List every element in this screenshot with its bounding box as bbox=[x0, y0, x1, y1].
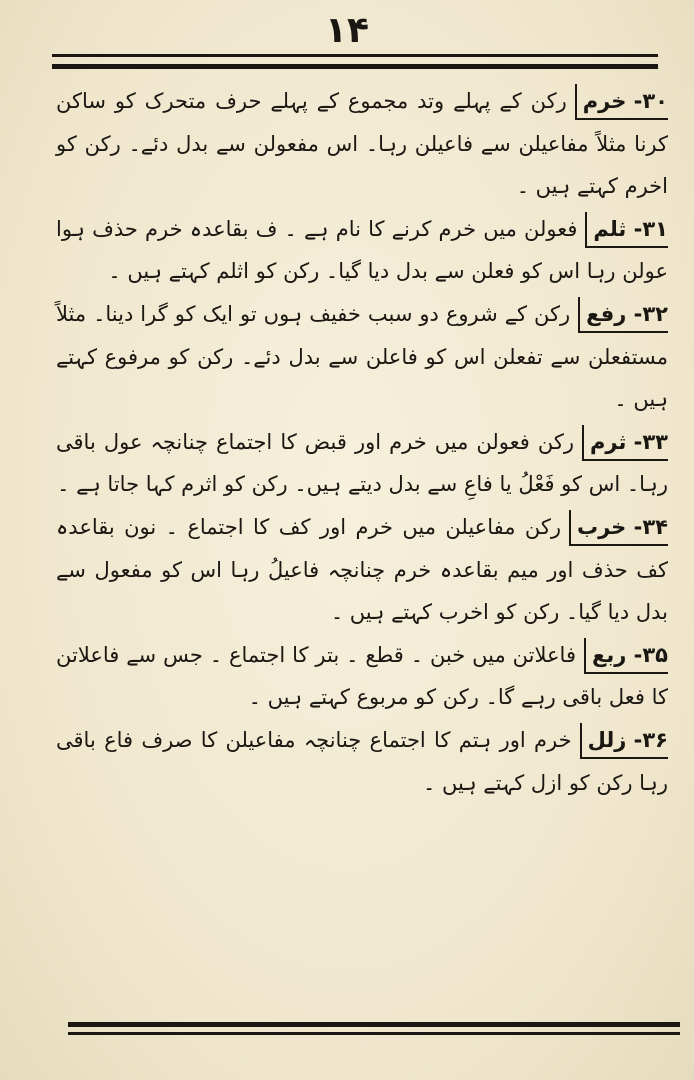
page-number: ۱۴ bbox=[325, 10, 369, 51]
entry-definition: رکن مفاعیلن میں خرم اور کف کا اجتماع ۔ نون بقاعدہ کف حذف اور میم بقاعدہ خرم چنانچہ فاعیلُ رہا اس کو مفعول سے بدل دیا گیا۔ رکن کو اخرب کہتے ہیں ۔ bbox=[56, 514, 668, 625]
entry-label: ۳۶- زلل bbox=[580, 723, 668, 759]
entry-number: ۳۰ bbox=[642, 89, 668, 113]
entry-definition: رکن کے شروع دو سبب خفیف ہوں تو ایک کو گرا دینا۔ مثلاً مستفعلن سے تفعلن اس کو فاعلن سے بدل دئے۔ رکن کو مرفوع کہتے ہیں ۔ bbox=[56, 301, 668, 412]
entry-term: ثلم bbox=[593, 216, 627, 241]
entry-number: ۳۱ bbox=[642, 216, 668, 241]
entry-term: ثرم bbox=[589, 429, 627, 454]
entry-label: ۳۰- خرم bbox=[575, 84, 668, 120]
entry-definition: رکن فعولن میں خرم اور قبض کا اجتماع چنانچہ عول باقی رہا۔ اس کو فَعْلُ یا فاعِ سے بدل دیتے ہیں۔ رکن کو اثرم کہا جاتا ہے ۔ bbox=[56, 429, 668, 497]
entry-number: ۳۲ bbox=[642, 301, 668, 326]
top-rule-thick bbox=[52, 64, 658, 69]
top-rule-thin bbox=[52, 54, 658, 57]
entry-35 bbox=[56, 634, 668, 719]
entry-36 bbox=[56, 719, 668, 804]
entry-term: خرم bbox=[582, 89, 627, 113]
entry-term: رفع bbox=[586, 301, 627, 326]
entry-number: ۳۵ bbox=[642, 642, 668, 667]
entry-label: ۳۲- رفع bbox=[578, 297, 668, 333]
entry-30 bbox=[56, 80, 668, 208]
bottom-rule-thick bbox=[68, 1022, 680, 1027]
entry-number: ۳۳ bbox=[642, 429, 668, 454]
entry-term: خرب bbox=[577, 514, 627, 539]
entry-number: ۳۶ bbox=[642, 727, 668, 752]
entry-31 bbox=[56, 208, 668, 293]
entry-label: ۳۵- ربع bbox=[584, 638, 668, 674]
entry-definition: رکن کے پہلے وتد مجموع کے پہلے حرف متحرک کو ساکن کرنا مثلاً مفاعیلن سے فاعیلن رہا۔ اس مفعولن سے بدل دئے۔ رکن کو اخرم کہتے ہیں ۔ bbox=[56, 89, 668, 199]
entry-label: ۳۴- خرب bbox=[569, 510, 668, 546]
entry-definition: فاعلاتن میں خبن ۔ قطع ۔ بتر کا اجتماع ۔ جس سے فاعلاتن کا فعل باقی رہے گا۔ رکن کو مربوع کہتے ہیں ۔ bbox=[56, 642, 668, 710]
entry-32 bbox=[56, 293, 668, 421]
entry-definition: فعولن میں خرم کرنے کا نام ہے ۔ ف بقاعدہ خرم حذف ہوا عولن رہا اس کو فعلن سے بدل دیا گیا۔ رکن کو اثلم کہتے ہیں ۔ bbox=[56, 216, 668, 284]
entry-number: ۳۴ bbox=[642, 514, 668, 539]
entry-definition: خرم اور ہتم کا اجتماع چنانچہ مفاعیلن کا صرف فاع باقی رہا رکن کو ازل کہتے ہیں ۔ bbox=[56, 727, 668, 795]
entry-label: ۳۳- ثرم bbox=[582, 425, 668, 461]
entry-33 bbox=[56, 421, 668, 506]
page-body bbox=[56, 80, 668, 804]
bottom-rule-thin bbox=[68, 1032, 680, 1035]
entry-term: ربع bbox=[592, 642, 627, 667]
entry-34 bbox=[56, 506, 668, 634]
entry-term: زلل bbox=[587, 727, 627, 752]
entry-label: ۳۱- ثلم bbox=[585, 212, 668, 248]
